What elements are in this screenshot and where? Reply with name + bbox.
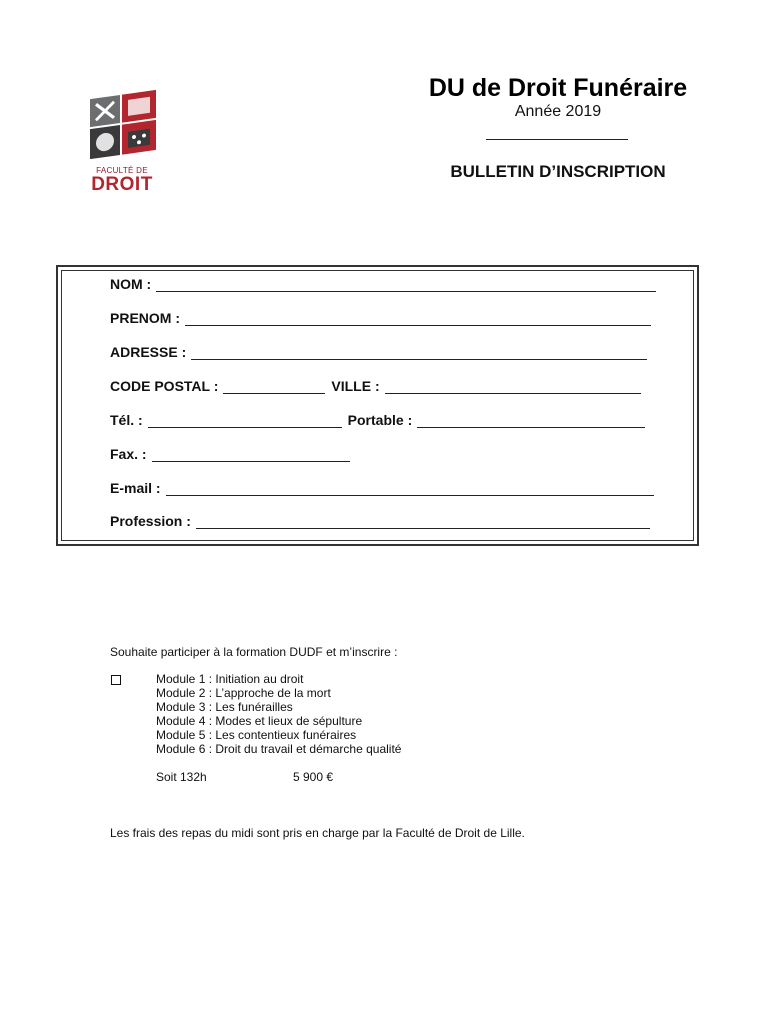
fax-label: Fax. :: [110, 446, 147, 462]
module-checkbox[interactable]: [111, 675, 121, 685]
portable-label: Portable :: [347, 412, 413, 428]
email-label: E-mail :: [110, 480, 161, 496]
profession-label: Profession :: [110, 513, 191, 529]
bulletin-heading: BULLETIN D’INSCRIPTION: [450, 162, 666, 181]
total-hours: Soit 132h: [156, 770, 207, 784]
fax-field[interactable]: [152, 447, 350, 462]
module-item: Module 1 : Initiation au droit: [156, 672, 304, 686]
shield-emblem-icon: [84, 84, 164, 160]
logo-line-faculte: FACULTÉ DE: [96, 166, 148, 175]
email-field[interactable]: [166, 481, 654, 496]
module-item: Module 2 : L’approche de la mort: [156, 686, 331, 700]
module-item: Module 6 : Droit du travail et démarche qualité: [156, 742, 402, 756]
prenom-field[interactable]: [185, 311, 651, 326]
document-title: DU de Droit Funéraire: [428, 74, 688, 102]
meal-note: Les frais des repas du midi sont pris en charge par la Faculté de Droit de Lille.: [110, 826, 525, 840]
ville-label: VILLE :: [331, 378, 380, 394]
tel-label: Tél. :: [110, 412, 143, 428]
tel-field[interactable]: [148, 413, 342, 428]
nom-field[interactable]: [156, 277, 656, 292]
prenom-row: [110, 306, 651, 326]
prenom-label: PRENOM :: [110, 310, 180, 326]
year-label: Année 2019: [514, 103, 602, 120]
adresse-label: ADRESSE :: [110, 344, 187, 360]
nom-label: NOM :: [110, 276, 152, 292]
module-item: Module 4 : Modes et lieux de sépulture: [156, 714, 363, 728]
profession-field[interactable]: [196, 514, 650, 529]
faculty-logo: [84, 84, 164, 160]
adresse-row: [110, 340, 647, 360]
total-price: 5 900 €: [293, 770, 334, 784]
year-underline: [486, 139, 628, 140]
module-list: [156, 672, 401, 756]
portable-field[interactable]: [417, 413, 645, 428]
profession-row: [110, 509, 650, 529]
code-postal-label: CODE POSTAL :: [110, 378, 219, 394]
ville-field[interactable]: [385, 379, 641, 394]
module-item: Module 3 : Les funérailles: [156, 700, 293, 714]
email-row: [110, 476, 654, 496]
intro-text: Souhaite participer à la formation DUDF et m’inscrire :: [110, 645, 398, 659]
logo-line-droit: DROIT: [91, 174, 153, 195]
module-item: Module 5 : Les contentieux funéraires: [156, 728, 357, 742]
code-postal-row: [110, 374, 641, 394]
code-postal-field[interactable]: [223, 379, 325, 394]
tel-row: [110, 408, 645, 428]
adresse-field[interactable]: [191, 345, 647, 360]
nom-row: [110, 272, 656, 292]
fax-row: [110, 442, 350, 462]
